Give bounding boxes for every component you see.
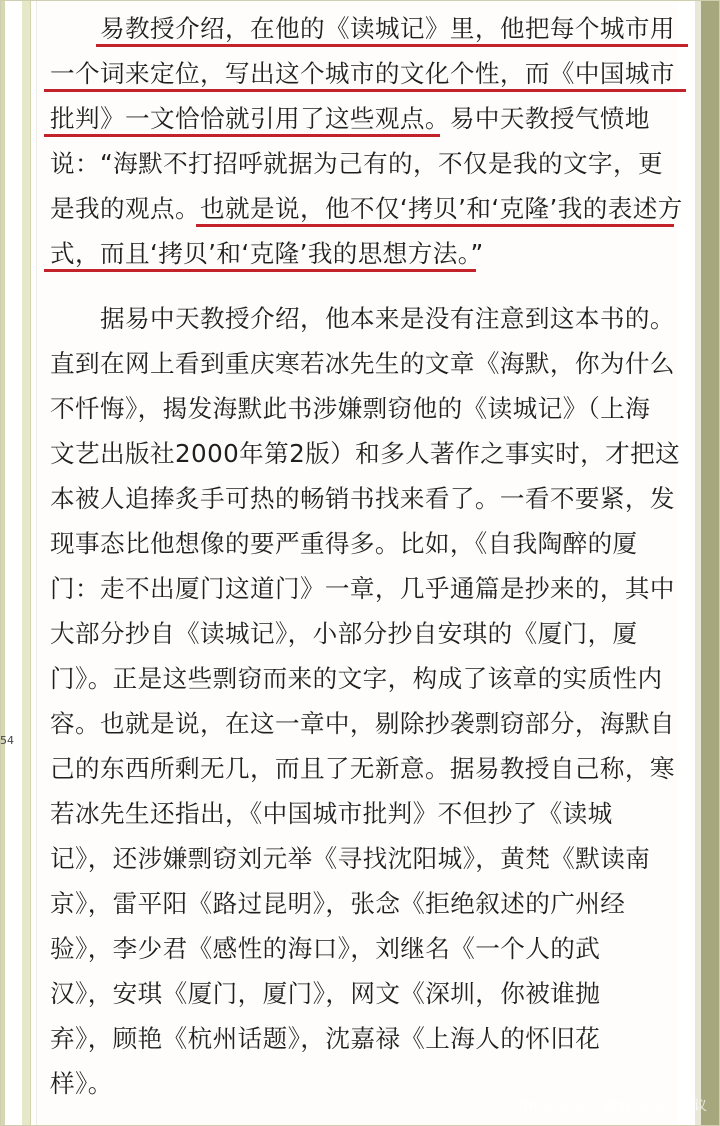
text-line: 直到在网上看到重庆寒若冰先生的文章《海默，你为什么 <box>50 349 675 378</box>
text-line: 式，而且‘拷贝’和‘克隆’我的思想方法。” <box>50 239 484 268</box>
text-line: 记》，还涉嫌剽窃刘元举《寻找沈阳城》，黄梵《默读南 <box>50 844 651 873</box>
red-underline <box>44 89 686 92</box>
text-line: 文艺出版社2000年第2版）和多人著作之事实时，才把这 <box>50 439 681 468</box>
text-line: 样》。 <box>50 1069 113 1098</box>
text-line: 不忏悔》，揭发海默此书涉嫌剽窃他的《读城记》（上海 <box>50 394 651 423</box>
text-line: 容。也就是说，在这一章中，剔除抄袭剽窃部分，海默自 <box>50 709 675 738</box>
text-line: 若冰先生还指出，《中国城市批判》不但抄了《读城 <box>50 799 613 828</box>
text-line: 汉》，安琪《厦门，厦门》，网文《深圳，你被谁抛 <box>50 979 601 1008</box>
text-line: 现事态比他想像的要严重得多。比如，《自我陶醉的厦 <box>50 529 638 558</box>
red-underline <box>96 44 688 47</box>
text-line: 弃》，顾艳《杭州话题》，沈嘉禄《上海人的怀旧花 <box>50 1024 601 1053</box>
text-line: 是我的观点。也就是说，他不仅‘拷贝’和‘克隆’我的表述方 <box>50 194 683 223</box>
text-line: 门》。正是这些剽窃而来的文字，构成了该章的实质性内 <box>50 664 663 693</box>
text-line: 己的东西所剩无几，而且了无新意。据易教授自己称，寒 <box>50 754 675 783</box>
text-line: 说：“海默不打招呼就据为己有的，不仅是我的文字，更 <box>50 149 663 178</box>
red-underline <box>196 224 674 227</box>
text-line: 本被人追捧炙手可热的畅销书找来看了。一看不要紧，发 <box>50 484 675 513</box>
text-line: 大部分抄自《读城记》，小部分抄自安琪的《厦门，厦 <box>50 619 638 648</box>
text-line: 易教授介绍，在他的《读城记》里，他把每个城市用 <box>100 14 675 43</box>
page-marker: 54 <box>0 734 14 747</box>
red-underline <box>44 269 476 272</box>
text-line: 验》，李少君《感性的海口》，刘继名《一个人的武 <box>50 934 601 963</box>
text-line: 门：走不出厦门这道门》一章，几乎通篇是抄来的，其中 <box>50 574 675 603</box>
text-line: 京》，雷平阳《路过昆明》，张念《拒绝叙述的广州经 <box>50 889 626 918</box>
text-line: 据易中天教授介绍，他本来是没有注意到这本书的。 <box>100 304 675 333</box>
watermark: IDCG 论坛 · 新浪 发布 · 热议 <box>517 1099 708 1114</box>
text-line: 一个词来定位，写出这个城市的文化个性，而《中国城市 <box>50 59 675 88</box>
text-line: 批判》一文恰恰就引用了这些观点。易中天教授气愤地 <box>50 104 650 133</box>
red-underline <box>44 134 440 137</box>
